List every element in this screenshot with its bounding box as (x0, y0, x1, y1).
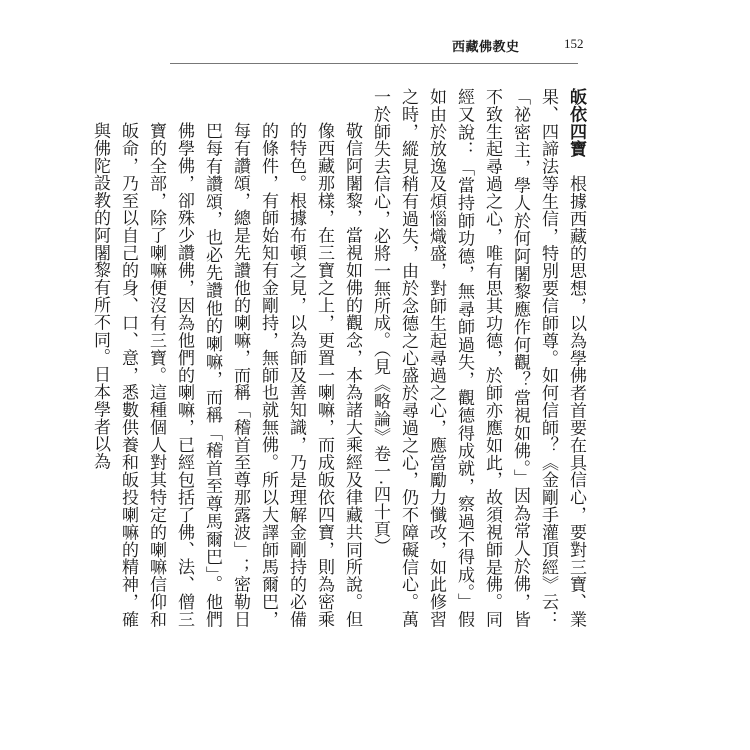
section-heading: 皈依四寶 (566, 88, 586, 158)
paragraph-text: 根據西藏的思想，以為學佛者首要在具信心，要對三寶、業果、四諦法等生信，特別要信師尊。如何信師？《金剛手灌頂經》云：「祕密主，學人於何阿闍黎應作何觀？當視如佛。」因為常人於佛，皆不致生起尋過之心，唯有思其功德，於師亦應如此，故須視師是佛。同經又說：「當持師功德，無尋師過失，觀德得成就，察過不得成。」假如由於放逸及煩惱熾盛，對師生起尋過之心，應當勵力懺改，如此修習之時，縱見稍有過失，由於念德之心盛於尋過之心，仍不障礙信心。萬一於師失去信心，必將一無所成。（見《略論》卷一‧四十頁） (370, 88, 586, 628)
vertical-text-body (86, 88, 590, 628)
paragraph-lama-devotion (86, 88, 366, 628)
paragraph-text: 敬信阿闍黎，當視如佛的觀念，本為諸大乘經及律藏共同所說。但像西藏那樣，在三寶之上，更置一喇嘛，而成皈依四寶，則為密乘的特色。根據布頓之見，以為師及善知識，乃是理解金剛持的必備的條件，有師始知有金剛持，無師也就無佛。所以大譯師馬爾巴，每有讚頌，總是先讚他的喇嘛，而稱「稽首至尊那露波」；密勒日巴每有讚頌，也必先讚他的喇嘛，而稱「稽首至尊馬爾巴」。他們佛學佛，卻殊少讚佛，因為他們的喇嘛，已經包括了佛、法、僧三寶的全部，除了喇嘛便沒有三寶。這種個人對其特定的喇嘛信仰和皈命，乃至以自己的身、口、意，悉數供養和皈投喇嘛的精神，確與佛陀設教的阿闍黎有所不同。日本學者以為 (90, 122, 362, 628)
book-title: 西藏佛教史 (452, 40, 520, 55)
page-number: 152 (564, 36, 584, 51)
header-divider (170, 63, 578, 64)
running-header (452, 36, 602, 56)
paragraph-refuge-four-jewels (366, 88, 590, 628)
